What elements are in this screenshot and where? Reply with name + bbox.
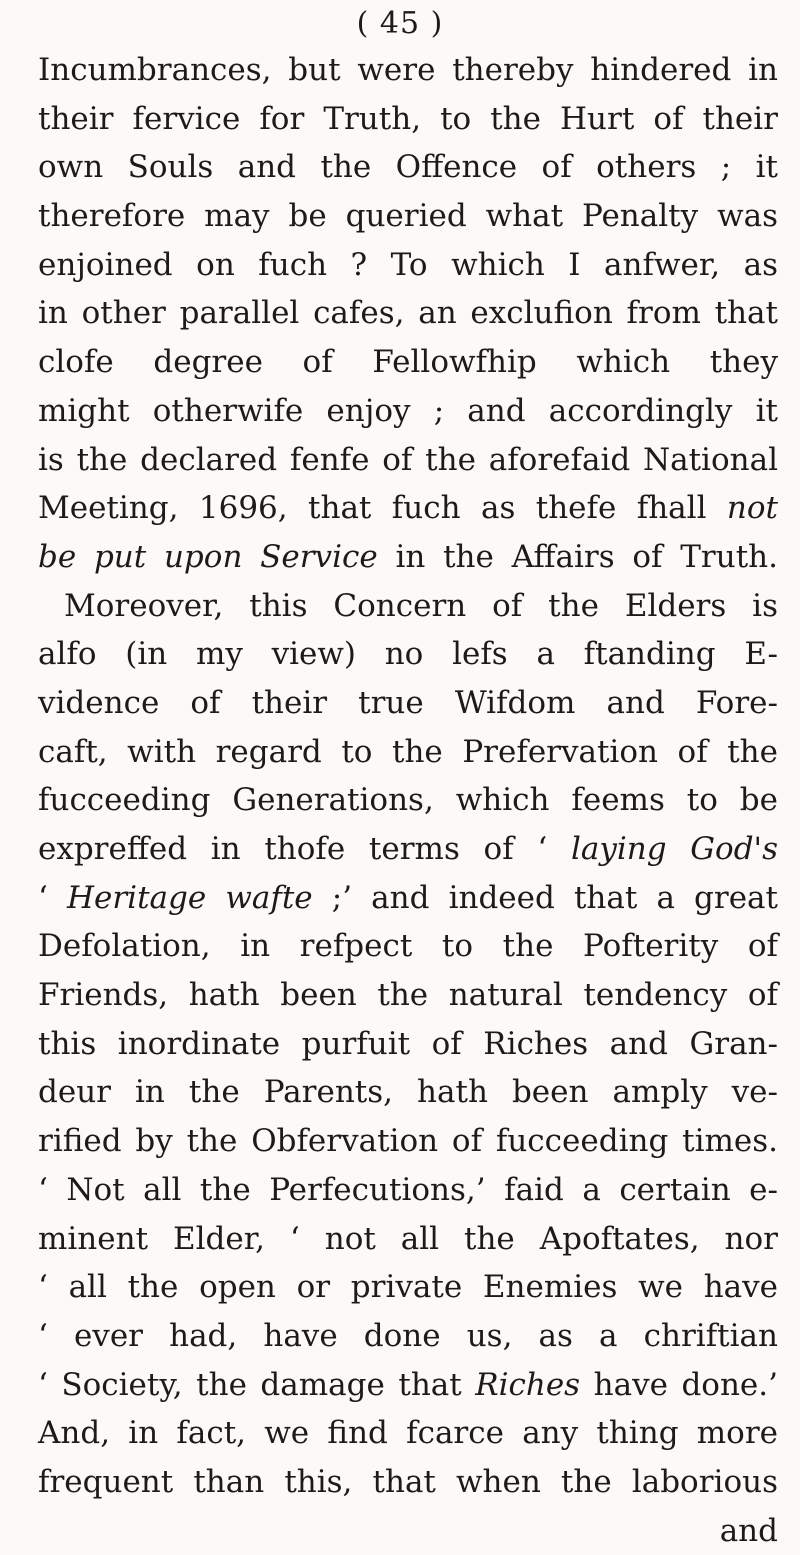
text-line	[38, 1166, 778, 1215]
text-segment: alfo (in my view) no lefs a ftanding E-	[38, 636, 778, 673]
text-line	[38, 582, 778, 631]
text-line	[38, 241, 778, 290]
text-line	[38, 484, 778, 533]
text-segment: therefore may be queried what Penalty was	[38, 198, 778, 235]
body-text	[38, 46, 778, 1555]
text-line	[38, 1263, 778, 1312]
text-line	[38, 289, 778, 338]
text-segment: ‘ Society, the damage that	[38, 1366, 476, 1403]
text-segment: And, in fact, we find fcarce any thing more	[38, 1415, 778, 1452]
text-line	[38, 776, 778, 825]
text-segment: have done.’	[580, 1366, 778, 1403]
text-segment: is the declared fenfe of the aforefaid National	[38, 441, 778, 478]
text-segment: expreffed in thofe terms of ‘	[38, 831, 571, 867]
italic-text: laying God's	[570, 831, 778, 867]
text-line	[38, 971, 778, 1020]
text-segment: vidence of their true Wifdom and Fore-	[38, 684, 778, 721]
text-line	[38, 1020, 778, 1069]
text-segment: deur in the Parents, hath been amply ve-	[38, 1074, 778, 1111]
italic-text: not	[726, 490, 778, 527]
text-segment: Meeting, 1696, that fuch as thefe fhall	[38, 490, 727, 527]
text-segment: own Souls and the Offence of others ; it	[38, 149, 778, 186]
text-line	[38, 1215, 778, 1264]
text-segment: rified by the Obfervation of fucceeding times.	[38, 1123, 778, 1160]
text-segment: in the Affairs of Truth.	[377, 538, 778, 575]
text-line	[38, 630, 778, 679]
text-line	[38, 387, 778, 436]
text-segment: minent Elder, ‘ not all the Apoftates, nor	[38, 1220, 778, 1257]
text-line	[38, 874, 778, 923]
text-segment: and	[719, 1512, 778, 1549]
text-line	[38, 1458, 778, 1507]
page-number: ( 45 )	[356, 6, 444, 41]
text-line	[38, 1068, 778, 1117]
text-line	[38, 728, 778, 777]
text-segment: Moreover, this Concern of the Elders is	[64, 587, 778, 624]
text-line	[38, 1117, 778, 1166]
text-line	[38, 436, 778, 485]
text-segment: their fervice for Truth, to the Hurt of their	[38, 100, 778, 137]
text-segment: ‘ ever had, have done us, as a chriftian	[38, 1317, 778, 1354]
text-segment: in other parallel cafes, an exclufion from that	[38, 295, 778, 332]
text-line	[38, 95, 778, 144]
text-segment: enjoined on fuch ? To which I anfwer, as	[38, 246, 778, 283]
text-line	[38, 1361, 778, 1410]
text-line	[38, 338, 778, 387]
text-line	[38, 679, 778, 728]
text-segment: ‘	[38, 879, 67, 916]
text-line	[38, 1312, 778, 1361]
text-line	[38, 46, 778, 95]
text-line	[38, 143, 778, 192]
text-segment: frequent than this, that when the laborious	[38, 1463, 778, 1500]
catchword-line	[38, 1507, 778, 1555]
text-segment: ‘ Not all the Perfecutions,’ faid a certain e-	[38, 1171, 778, 1208]
text-line	[38, 922, 778, 971]
text-segment: caft, with regard to the Prefervation of the	[38, 733, 778, 770]
italic-text: Riches	[475, 1366, 581, 1403]
text-segment: Friends, hath been the natural tendency of	[38, 977, 778, 1014]
text-segment: Defolation, in refpect to the Pofterity of	[38, 928, 778, 965]
text-segment: ‘ all the open or private Enemies we have	[38, 1269, 778, 1306]
text-segment: might otherwife enjoy ; and accordingly it	[38, 392, 778, 429]
italic-text: be put upon Service	[38, 538, 378, 575]
text-segment: fucceeding Generations, which feems to be	[38, 782, 778, 819]
text-segment: clofe degree of Fellowfhip which they	[38, 344, 778, 381]
text-segment: Incumbrances, but were thereby hindered in	[38, 52, 778, 88]
text-line	[38, 1409, 778, 1458]
italic-text: Heritage wafte	[66, 879, 313, 916]
text-segment: ;’ and indeed that a great	[312, 879, 778, 916]
text-line	[38, 192, 778, 241]
text-line	[38, 533, 778, 582]
text-line	[38, 825, 778, 874]
text-segment: this inordinate purfuit of Riches and Gran-	[38, 1025, 778, 1062]
